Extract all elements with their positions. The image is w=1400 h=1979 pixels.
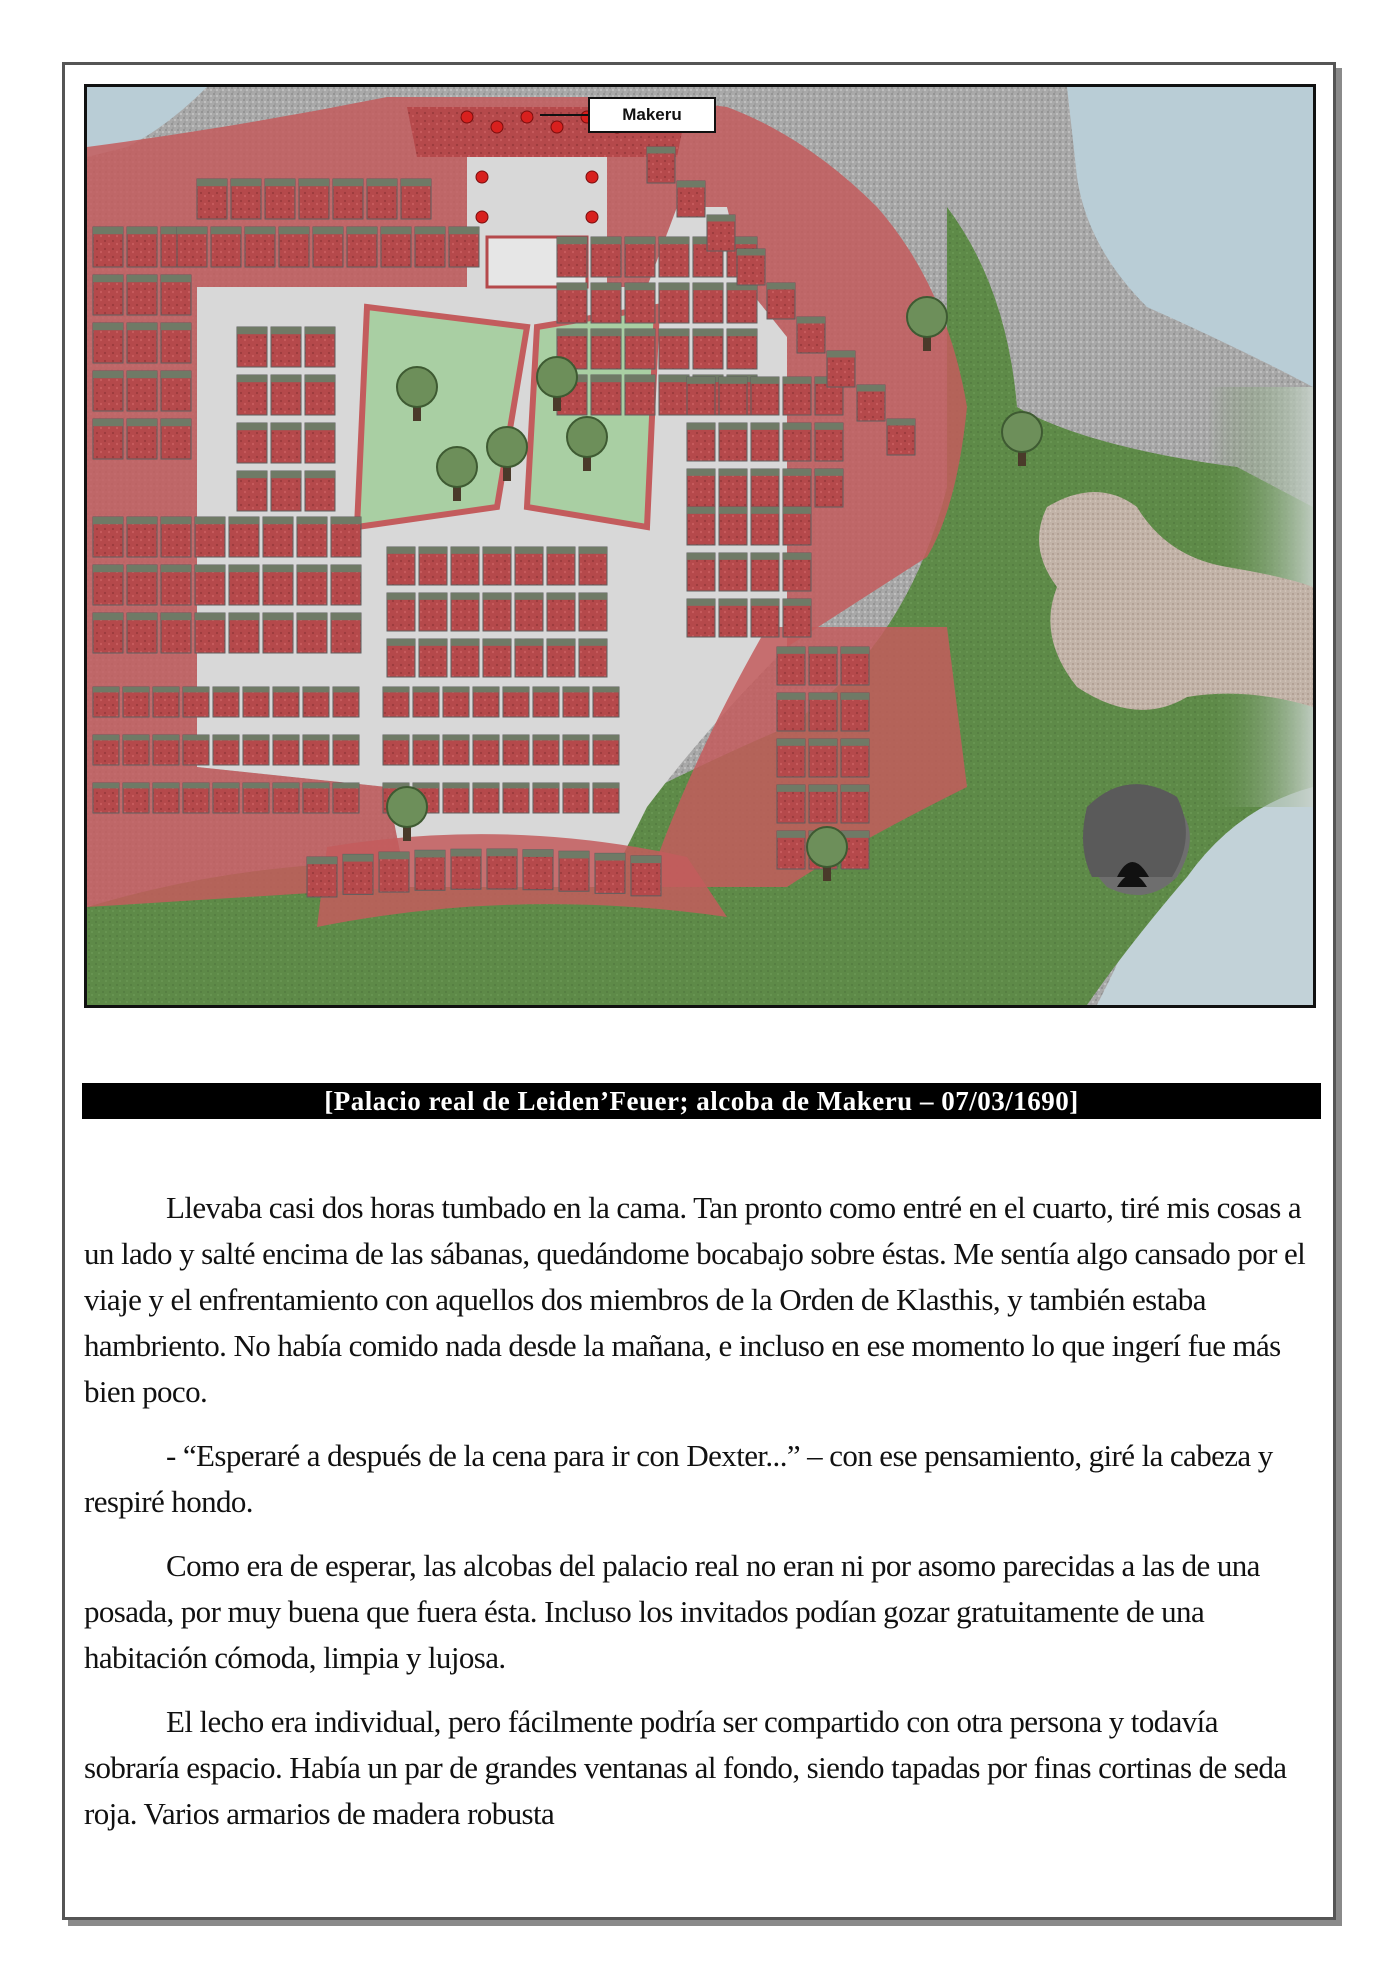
house-block [719,599,747,637]
house-block [161,323,191,363]
house-block [777,831,805,869]
house-block [559,851,589,891]
house-block [331,565,361,605]
house-block [547,593,575,631]
house-block [387,547,415,585]
house-block [443,783,469,813]
house-block [515,593,543,631]
house-block [593,687,619,717]
house-block [347,227,377,267]
house-block [379,852,409,892]
house-block [687,553,715,591]
house-block [783,377,811,415]
house-block [265,179,295,219]
house-block [333,783,359,813]
house-block [547,547,575,585]
house-block [127,613,157,653]
house-block [123,783,149,813]
house-block [841,739,869,777]
house-block [783,553,811,591]
house-block [297,613,327,653]
house-block [305,471,335,511]
house-block [263,517,293,557]
house-block [415,227,445,267]
city-map-illustration [87,87,1313,1005]
house-block [299,179,329,219]
house-block [783,507,811,545]
house-block [841,647,869,685]
house-block [797,317,825,353]
house-block [563,735,589,765]
house-block [197,179,227,219]
house-block [93,613,123,653]
house-block [307,857,337,897]
house-block [401,179,431,219]
house-block [737,249,765,285]
house-block [331,517,361,557]
house-block [557,283,587,323]
house-block [383,687,409,717]
house-block [719,423,747,461]
house-block [195,613,225,653]
house-block [777,693,805,731]
house-block [127,371,157,411]
lantern-icon [476,211,488,223]
house-block [127,275,157,315]
house-block [533,783,559,813]
house-block [579,639,607,677]
house-block [387,593,415,631]
house-block [751,599,779,637]
house-block [93,275,123,315]
house-block [443,735,469,765]
house-block [783,469,811,507]
house-block [93,371,123,411]
house-block [687,469,715,507]
lantern-icon [461,111,473,123]
house-block [809,739,837,777]
house-block [751,377,779,415]
house-block [751,507,779,545]
house-block [229,517,259,557]
house-block [127,227,157,267]
house-block [727,329,757,369]
scene-header: [Palacio real de Leiden’Feuer; alcoba de Makeru – 07/03/1690] [82,1083,1321,1119]
house-block [591,237,621,277]
house-block [127,323,157,363]
house-block [451,593,479,631]
house-block [93,419,123,459]
house-block [593,735,619,765]
house-block [211,227,241,267]
house-block [473,783,499,813]
house-block [473,735,499,765]
house-block [419,547,447,585]
house-block [841,693,869,731]
house-block [533,687,559,717]
house-block [195,517,225,557]
house-block [271,423,301,463]
house-block [707,215,735,251]
house-block [161,275,191,315]
house-block [591,375,621,415]
house-block [381,227,411,267]
house-block [451,639,479,677]
house-block [305,327,335,367]
house-block [183,783,209,813]
house-block [195,565,225,605]
house-block [751,423,779,461]
house-block [451,547,479,585]
house-block [245,227,275,267]
house-block [579,547,607,585]
house-block [473,687,499,717]
house-block [331,613,361,653]
house-block [625,237,655,277]
map-label-pointer [540,114,588,116]
house-block [237,327,267,367]
house-block [93,735,119,765]
house-block [153,687,179,717]
house-block [687,377,715,415]
house-block [687,423,715,461]
house-block [443,687,469,717]
house-block [593,783,619,813]
lantern-icon [586,171,598,183]
house-block [841,785,869,823]
lantern-icon [521,111,533,123]
house-block [93,783,119,813]
house-block [303,783,329,813]
house-block [413,735,439,765]
house-block [297,565,327,605]
house-block [503,783,529,813]
house-block [719,469,747,507]
house-block [213,783,239,813]
house-block [777,647,805,685]
house-block [243,783,269,813]
house-block [229,565,259,605]
house-block [719,553,747,591]
house-block [123,687,149,717]
house-block [815,423,843,461]
lantern-icon [551,121,563,133]
house-block [483,547,511,585]
paragraph-4: El lecho era individual, pero fácilmente podría ser compartido con otra persona y todavía sobraría espacio. Había un par de grandes ventanas al fondo, siendo tapadas por finas cortinas de seda roja. Varios armarios de madera robusta [84,1704,1287,1831]
house-block [127,517,157,557]
house-block [827,351,855,387]
lantern-icon [491,121,503,133]
house-block [93,517,123,557]
house-block [271,471,301,511]
house-block [279,227,309,267]
house-block [487,849,517,889]
house-block [419,639,447,677]
house-block [767,283,795,319]
house-block [303,687,329,717]
cave-icon [1083,784,1186,877]
house-block [503,735,529,765]
house-block [213,735,239,765]
house-block [273,687,299,717]
house-block [237,471,267,511]
house-block [243,735,269,765]
house-block [625,375,655,415]
house-block [625,283,655,323]
house-block [563,687,589,717]
house-block [751,469,779,507]
house-block [243,687,269,717]
house-block [693,329,723,369]
paragraph-3: Como era de esperar, las alcobas del palacio real no eran ni por asomo parecidas a las de una posada, por muy buena que fuera ésta. Incluso los invitados podían gozar gratuitamente de una habitación cómoda, limpia y lujosa. [84,1548,1260,1675]
map-label-makeru: Makeru [588,97,716,133]
house-block [161,371,191,411]
house-block [523,850,553,890]
house-block [515,547,543,585]
house-block [231,179,261,219]
paragraph-1: Llevaba casi dos horas tumbado en la cama. Tan pronto como entré en el cuarto, tiré mis cosas a un lado y salté encima de las sábanas, quedándome bocabajo sobre éstas. Me sentía algo cansado por el viaje y el enfrentamiento con aquellos dos miembros de la Orden de Klasthis, y también estaba hambriento. No había comido nada desde la mañana, e incluso en ese momento lo que ingerí fue más bien poco. [84,1190,1306,1409]
house-block [647,147,675,183]
house-block [591,283,621,323]
house-block [659,329,689,369]
house-block [271,375,301,415]
house-block [177,227,207,267]
house-block [809,693,837,731]
house-block [719,377,747,415]
house-block [367,179,397,219]
house-block [659,237,689,277]
house-block [449,227,479,267]
house-block [503,687,529,717]
house-block [451,849,481,889]
house-block [809,647,837,685]
house-block [783,599,811,637]
house-block [677,181,705,217]
city-map [84,84,1316,1008]
house-block [579,593,607,631]
house-block [547,639,575,677]
house-block [415,850,445,890]
house-block [273,735,299,765]
house-block [719,507,747,545]
house-block [161,613,191,653]
house-block [777,785,805,823]
house-block [333,687,359,717]
paragraph-2: - “Esperaré a después de la cena para ir con Dexter...” – con ese pensamiento, giré la cabeza y respiré hondo. [84,1438,1273,1519]
house-block [263,613,293,653]
house-block [313,227,343,267]
house-block [659,375,689,415]
house-block [161,419,191,459]
house-block [631,856,661,896]
house-block [93,565,123,605]
house-block [161,565,191,605]
house-block [483,593,511,631]
house-block [595,853,625,893]
house-block [887,419,915,455]
house-block [273,783,299,813]
house-block [413,687,439,717]
house-block [857,385,885,421]
house-block [557,237,587,277]
house-block [693,283,723,323]
house-block [183,687,209,717]
house-block [305,423,335,463]
house-block [727,283,757,323]
house-block [297,517,327,557]
house-block [777,739,805,777]
house-block [783,423,811,461]
house-block [229,613,259,653]
house-block [127,419,157,459]
house-block [153,735,179,765]
house-block [659,283,689,323]
lantern-icon [586,211,598,223]
house-block [263,565,293,605]
house-block [93,687,119,717]
house-block [271,327,301,367]
house-block [815,469,843,507]
house-block [161,517,191,557]
house-block [237,375,267,415]
house-block [93,323,123,363]
house-block [563,783,589,813]
body-text [84,1185,1312,1855]
house-block [305,375,335,415]
house-block [687,507,715,545]
house-block [809,785,837,823]
house-block [183,735,209,765]
house-block [153,783,179,813]
house-block [237,423,267,463]
house-block [387,639,415,677]
house-block [303,735,329,765]
house-block [127,565,157,605]
house-block [213,687,239,717]
house-block [383,735,409,765]
house-block [625,329,655,369]
house-block [751,553,779,591]
lantern-icon [476,171,488,183]
house-block [515,639,543,677]
house-block [483,639,511,677]
house-block [687,599,715,637]
house-block [333,735,359,765]
house-block [343,854,373,894]
house-block [419,593,447,631]
house-block [333,179,363,219]
house-block [93,227,123,267]
house-block [123,735,149,765]
house-block [533,735,559,765]
house-block [591,329,621,369]
